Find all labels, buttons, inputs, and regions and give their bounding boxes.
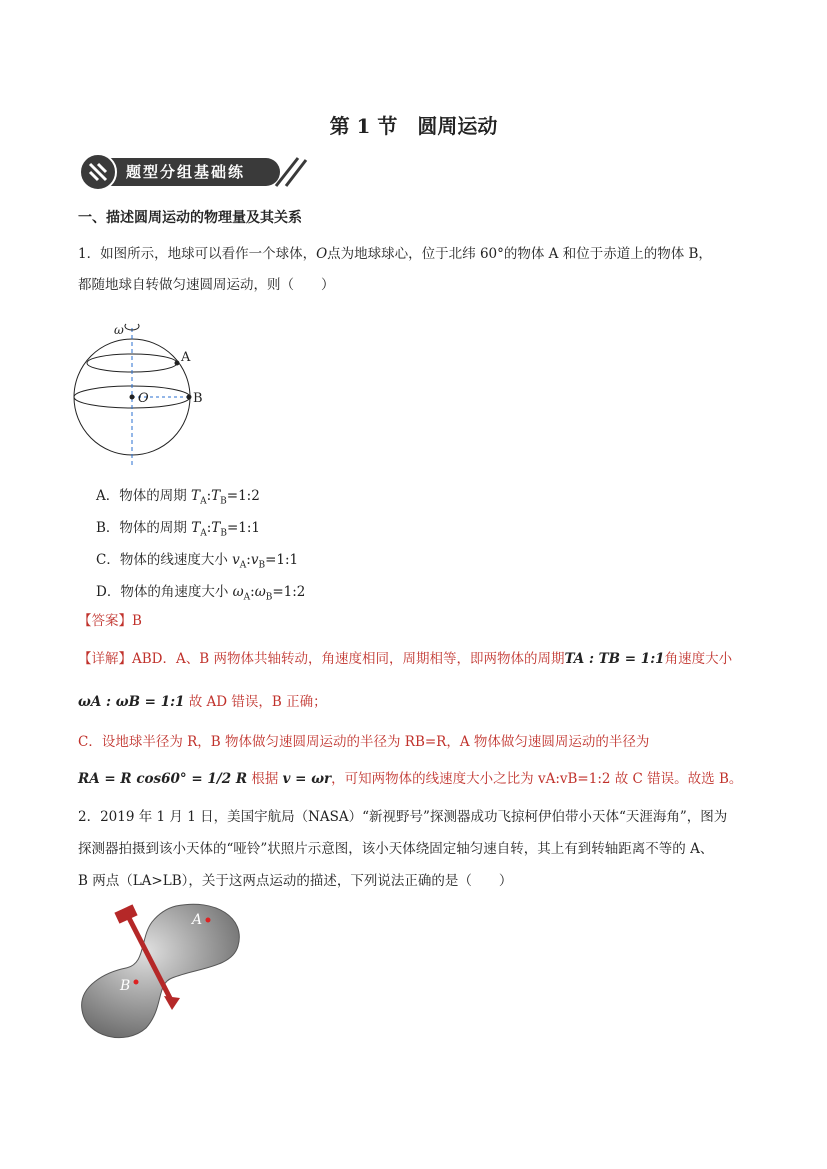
option-d-text: D．物体的角速度大小 bbox=[96, 584, 233, 600]
option-a-text: A．物体的周期 bbox=[96, 488, 192, 504]
detail-text-1: ABD．A、B 两物体共轴转动，角速度相同，周期相等，即两物体的周期 bbox=[132, 651, 565, 667]
option-d bbox=[96, 580, 305, 603]
option-a-sub1: A bbox=[200, 496, 207, 507]
option-b bbox=[96, 516, 260, 539]
detail-text-1-end: 角速度大小 bbox=[664, 651, 733, 667]
q2-line3: B 两点（LA>LB），关于这两点运动的描述，下列说法正确的是（ ） bbox=[78, 873, 513, 889]
fig-omega-label: ω bbox=[114, 323, 124, 337]
option-c-ratio: =1:1 bbox=[265, 552, 299, 568]
option-d-sym1: ω bbox=[232, 584, 244, 600]
detail-formula-1: TA : TB = 1:1 bbox=[564, 651, 665, 667]
detail-text-4: ，可知两物体的线速度大小之比为 vA:vB=1:2 故 C 错误。故选 B。 bbox=[331, 771, 743, 787]
earth-sphere-figure bbox=[70, 310, 220, 470]
asteroid-b-label: B bbox=[120, 978, 131, 994]
option-a bbox=[96, 484, 260, 507]
asteroid-a-label: A bbox=[192, 912, 203, 928]
option-c bbox=[96, 548, 298, 571]
option-d-sub1: A bbox=[243, 592, 251, 603]
detail-line3: C．设地球半径为 R，B 物体做匀速圆周运动的半径为 RB=R，A 物体做匀速圆周运动的半径为 bbox=[78, 734, 650, 750]
answer-value: B bbox=[132, 613, 142, 629]
option-a-ratio: =1:2 bbox=[226, 488, 260, 504]
answer-line bbox=[78, 612, 142, 630]
option-c-text: C．物体的线速度大小 bbox=[96, 552, 233, 568]
option-b-sym2: T bbox=[211, 520, 221, 536]
option-b-text: B．物体的周期 bbox=[96, 520, 192, 536]
option-c-sub1: A bbox=[239, 560, 247, 571]
option-b-colon: : bbox=[206, 520, 212, 536]
detail-formula-2: ωA : ωB = 1:1 bbox=[78, 694, 185, 710]
detail-label: 【详解】 bbox=[78, 651, 132, 667]
option-a-colon: : bbox=[206, 488, 212, 504]
detail-text-2: 故 AD 错误，B 正确； bbox=[184, 694, 327, 710]
option-c-sym2: v bbox=[250, 552, 259, 568]
q1-o-symbol: O bbox=[316, 246, 328, 262]
fig-a-label: A bbox=[181, 350, 191, 365]
option-a-sym2: T bbox=[211, 488, 221, 504]
detail-formula-4: v = ωr bbox=[282, 771, 332, 787]
fig-b-label: B bbox=[193, 391, 203, 406]
option-d-sub2: B bbox=[265, 592, 273, 603]
option-c-sub2: B bbox=[258, 560, 266, 571]
q2-line1: 2．2019 年 1 月 1 日，美国宇航局（NASA）“新视野号”探测器成功飞掠柯伊伯带小天体“天涯海角”，图为 bbox=[78, 809, 728, 825]
option-b-sym1: T bbox=[191, 520, 201, 536]
option-b-sub2: B bbox=[220, 528, 227, 539]
option-c-colon: : bbox=[246, 552, 251, 568]
detail-formula-3: RA = R cos60° = 1/2 R bbox=[78, 771, 248, 787]
option-a-sub2: B bbox=[220, 496, 227, 507]
q1-line2: 都随地球自转做匀速圆周运动，则（ ） bbox=[78, 277, 335, 293]
section-heading: 一、描述圆周运动的物理量及其关系 bbox=[78, 210, 302, 226]
detail-text-4-mid: 根据 bbox=[247, 771, 283, 787]
fig-o-label: O bbox=[138, 391, 149, 406]
option-d-ratio: =1:2 bbox=[272, 584, 306, 600]
answer-label: 【答案】 bbox=[78, 613, 132, 629]
q1-line1 bbox=[78, 245, 712, 263]
option-b-ratio: =1:1 bbox=[226, 520, 260, 536]
banner-label: 题型分组基础练 bbox=[126, 163, 246, 181]
detail-line1 bbox=[78, 650, 732, 668]
option-a-sym1: T bbox=[191, 488, 201, 504]
detail-line4 bbox=[78, 770, 742, 788]
option-d-sym2: ω bbox=[254, 584, 266, 600]
q1-text-a: 1．如图所示，地球可以看作一个球体， bbox=[78, 246, 317, 262]
option-c-sym1: v bbox=[232, 552, 240, 568]
q2-line2: 探测器拍摄到该小天体的“哑铃”状照片示意图，该小天体绕固定轴匀速自转，其上有到转轴距离不等的 A、 bbox=[78, 841, 714, 857]
detail-line2 bbox=[78, 693, 327, 711]
section-banner bbox=[78, 152, 308, 192]
page-title: 第 1 节 圆周运动 bbox=[329, 114, 498, 138]
q1-text-b: 点为地球球心，位于北纬 60°的物体 A 和位于赤道上的物体 B， bbox=[327, 246, 712, 262]
asteroid-figure bbox=[76, 898, 256, 1048]
option-d-colon: : bbox=[250, 584, 255, 600]
option-b-sub1: A bbox=[200, 528, 207, 539]
